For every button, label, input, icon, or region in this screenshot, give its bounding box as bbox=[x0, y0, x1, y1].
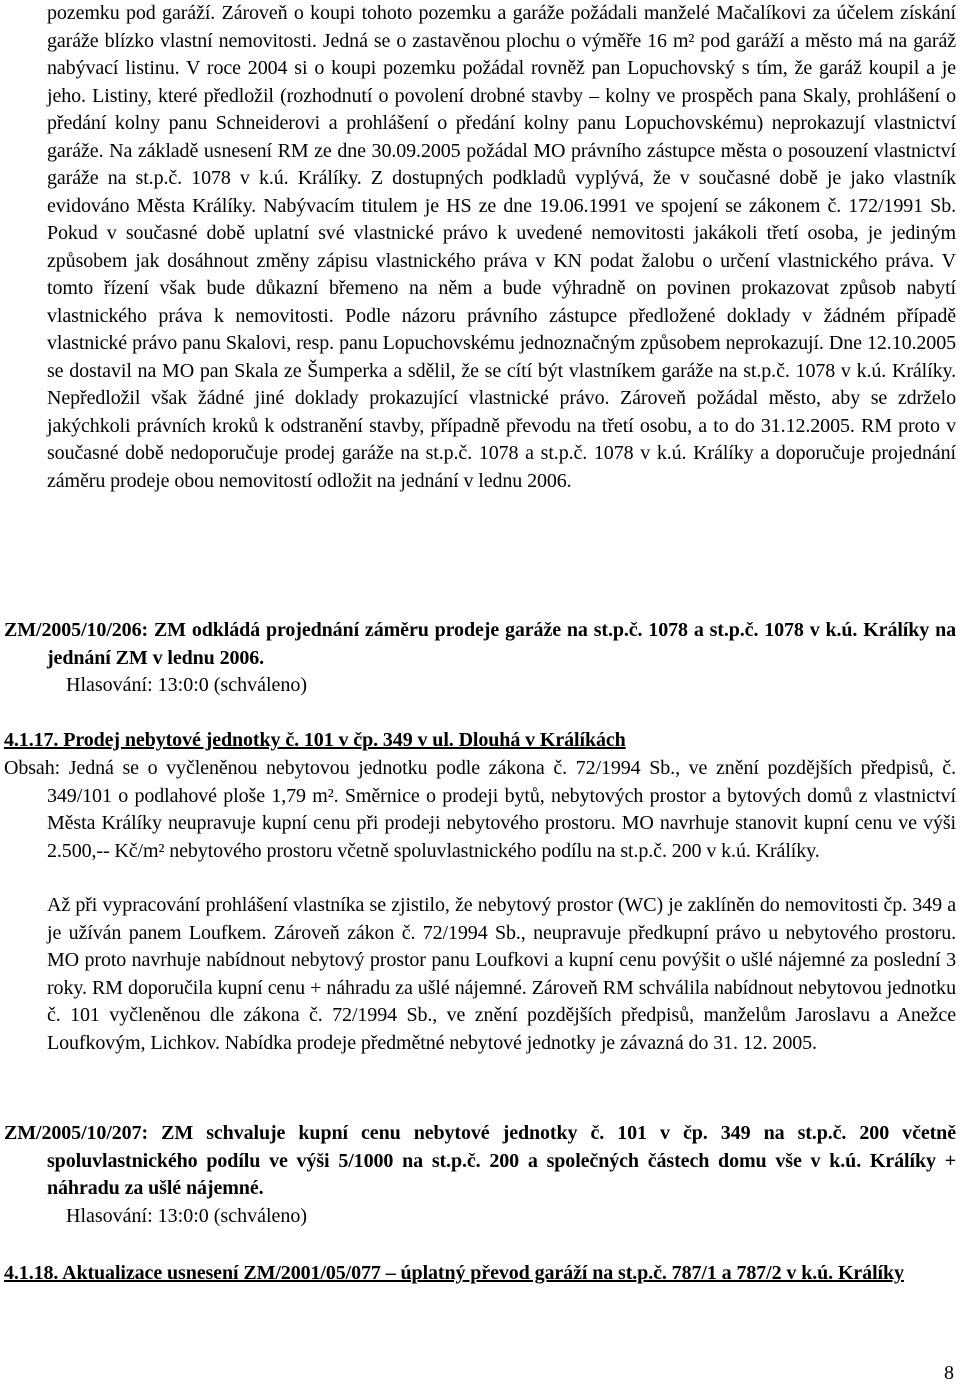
body-paragraph-garage: pozemku pod garáží. Zároveň o koupi tohoto pozemku a garáže požádali manželé Mačalíkovi za účelem získání garáže blízko vlastní nemovitosti. Jedná se o zastavěnou plochu o výměře 16 m² pod garáží a město má na garáž nabývací listinu. V roce 2004 si o koupi pozemku požádal rovněž pan Lopuchovský s tím, že garáž koupil a je jeho. Listiny, které předložil (rozhodnutí o povolení drobné stavby – kolny ve prospěch pana Skaly, prohlášení o předání kolny panu Schneiderovi a prohlášení o předání kolny panu Lopuchovskému) neprokazují vlastnictví garáže. Na základě usnesení RM ze dne 30.09.2005 požádal MO právního zástupce města o posouzení vlastnictví garáže na st.p.č. 1078 v k.ú. Králíky. Z dostupných podkladů vyplývá, že v současné době je jako vlastník evidováno Města Králíky. Nabývacím titulem je HS ze dne 19.06.1991 ve spojení se zákonem č. 172/1991 Sb. Pokud v současné době uplatní své vlastnické právo k uvedené nemovitosti jakákoli třetí osoba, je jediným způsobem jak dosáhnout změny zápisu vlastnického práva v KN podat žalobu o určení vlastnického práva. V tomto řízení však bude důkazní břemeno na něm a bude výhradně on povinen prokazovat způsob nabytí vlastnického práva k nemovitosti. Podle názoru právního zástupce předložené doklady v žádném případě vlastnické právo panu Skalovi, resp. panu Lopuchovskému jednoznačným způsobem neprokazují. Dne 12.10.2005 se dostavil na MO pan Skala ze Šumperka a sdělil, že se cítí být vlastníkem garáže na st.p.č. 1078 v k.ú. Králíky. Nepředložil však žádné jiné doklady prokazující vlastnické právo. Zároveň požádal město, aby se zdrželo jakýchkoli právních kroků k odstranění stavby, případně převodu na třetí osobu, a to do 31.12.2005. RM proto v současné době nedoporučuje prodej garáže na st.p.č. 1078 a st.p.č. 1078 v k.ú. Králíky a doporučuje projednání záměru prodeje obou nemovitostí odložit na jednání v lednu 2006. bbox=[47, 2, 956, 492]
vote-result-207: Hlasování: 13:0:0 (schváleno) bbox=[66, 1205, 308, 1227]
body-paragraph-unit-offer: Až při vypracování prohlášení vlastníka se zjistilo, že nebytový prostor (WC) je zaklíněn do nemovitosti čp. 349 a je užíván panem Loufkem. Zároveň zákon č. 72/1994 Sb., neupravuje předkupní právo u nebytového prostoru. MO proto navrhuje nabídnout nebytový prostor panu Loufkovi a kupní cenu povýšit o ušlé nájemné za poslední 3 roky. RM doporučila kupní cenu + náhradu za ušlé nájemné. Zároveň RM schválila nabídnout nebytovou jednotku č. 101 vyčleněnou dle zákona č. 72/1994 Sb., ve znění pozdějších předpisů, manželům Jaroslavu a Anežce Loufkovým, Lichkov. Nabídka prodeje předmětné nebytové jednotky je závazná do 31. 12. 2005. bbox=[47, 894, 956, 1054]
section-heading-4-1-18: 4.1.18. Aktualizace usnesení ZM/2001/05/077 – úplatný převod garáží na st.p.č. 787/1 a 787/2 v k.ú. Králíky bbox=[4, 1262, 904, 1284]
resolution-207: ZM/2005/10/207: ZM schvaluje kupní cenu nebytové jednotky č. 101 v čp. 349 na st.p.č. 200 včetně spoluvlastnického podílu ve výši 5/1000 na st.p.č. 200 a společných částech domu vše v k.ú. Králíky + náhradu za ušlé nájemné. bbox=[4, 1122, 956, 1199]
body-paragraph-unit-content: Obsah: Jedná se o vyčleněnou nebytovou jednotku podle zákona č. 72/1994 Sb., ve znění pozdějších předpisů, č. 349/101 o podlahové ploše 1,79 m². Směrnice o prodeji bytů, nebytových prostor a bytových domů z vlastnictví Města Králíky neupravuje kupní cenu při prodeji nebytového prostoru. MO navrhuje stanovit kupní cenu ve výši 2.500,-- Kč/m² nebytového prostoru včetně spoluvlastnického podílu na st.p.č. 200 v k.ú. Králíky. bbox=[4, 757, 956, 862]
page-number: 8 bbox=[944, 1362, 954, 1384]
resolution-206: ZM/2005/10/206: ZM odkládá projednání záměru prodeje garáže na st.p.č. 1078 a st.p.č. 1078 v k.ú. Králíky na jednání ZM v lednu 2006. bbox=[4, 619, 956, 669]
vote-result-206: Hlasování: 13:0:0 (schváleno) bbox=[66, 674, 308, 696]
section-heading-4-1-17: 4.1.17. Prodej nebytové jednotky č. 101 v čp. 349 v ul. Dlouhá v Králíkách bbox=[4, 729, 626, 751]
